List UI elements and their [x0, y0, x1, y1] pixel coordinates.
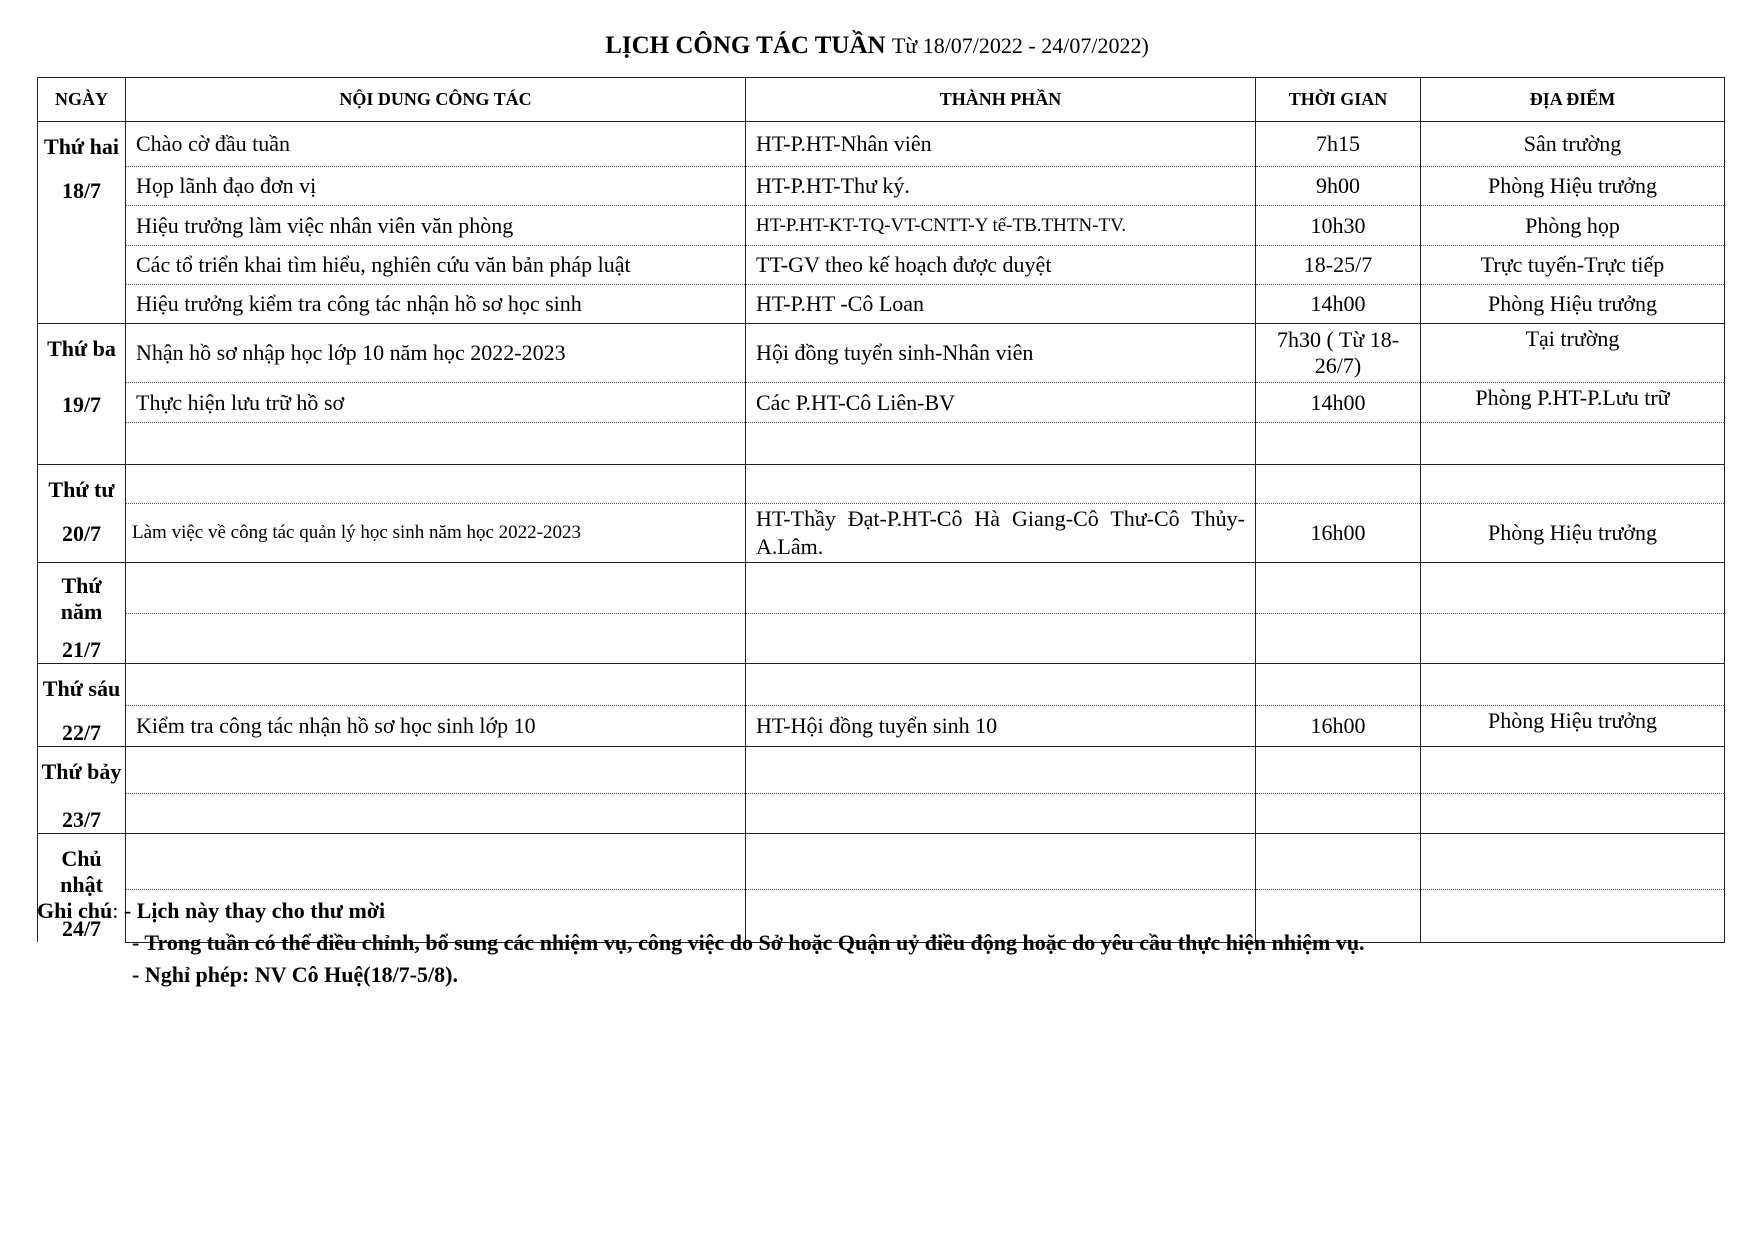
content-cell [126, 664, 746, 706]
day-name: Thứ bảy [41, 759, 122, 784]
place-cell [1421, 563, 1725, 614]
members-cell: HT-Thầy Đạt-P.HT-Cô Hà Giang-Cô Thư-Cô Thủy-A.Lâm. [746, 504, 1256, 563]
day-cell-friday [38, 664, 126, 747]
members-cell [746, 664, 1256, 706]
time-cell: 9h00 [1256, 167, 1421, 206]
day-name: Thứ ba [47, 336, 116, 361]
place-cell: Phòng Hiệu trưởng [1421, 705, 1725, 747]
time-cell: 14h00 [1256, 285, 1421, 324]
table-row [38, 747, 1725, 794]
content-cell [126, 563, 746, 614]
header-place: ĐỊA ĐIỂM [1421, 78, 1725, 122]
content-cell: Chào cờ đầu tuần [126, 122, 746, 167]
members-cell: HT-P.HT-Nhân viên [746, 122, 1256, 167]
place-cell: Sân trường [1421, 122, 1725, 167]
day-cell-monday [38, 122, 126, 324]
table-row [38, 834, 1725, 890]
content-cell: Thực hiện lưu trữ hồ sơ [126, 383, 746, 423]
table-row [38, 285, 1725, 324]
members-cell [746, 834, 1256, 890]
members-cell: HT-P.HT-KT-TQ-VT-CNTT-Y tế-TB.THTN-TV. [746, 206, 1256, 246]
content-cell: Làm việc về công tác quản lý học sinh năm học 2022-2023 [126, 504, 746, 563]
day-name: Thứ tư [48, 477, 115, 502]
table-row [38, 664, 1725, 706]
place-cell: Phòng Hiệu trưởng [1421, 504, 1725, 563]
content-cell [126, 834, 746, 890]
members-cell: Các P.HT-Cô Liên-BV [746, 383, 1256, 423]
day-date: 18/7 [61, 178, 102, 203]
header-members: THÀNH PHẦN [746, 78, 1256, 122]
content-cell: Hiệu trưởng kiểm tra công tác nhận hồ sơ học sinh [126, 285, 746, 324]
place-cell [1421, 614, 1725, 664]
day-name: Chủ nhật [60, 846, 103, 897]
day-name: Thứ hai [44, 134, 119, 159]
time-cell: 10h30 [1256, 206, 1421, 246]
day-date: 23/7 [61, 807, 102, 832]
place-cell: Trực tuyến-Trực tiếp [1421, 246, 1725, 285]
members-cell [746, 747, 1256, 794]
note-line-3: - Nghỉ phép: NV Cô Huệ(18/7-5/8). [132, 962, 458, 987]
day-date: 21/7 [61, 637, 102, 662]
schedule-table [37, 77, 1725, 943]
time-cell [1256, 747, 1421, 794]
day-name: Thứ năm [60, 573, 103, 624]
day-name: Thứ sáu [42, 676, 121, 701]
day-cell-wednesday [38, 465, 126, 563]
members-cell: Hội đồng tuyển sinh-Nhân viên [746, 324, 1256, 383]
time-cell [1256, 664, 1421, 706]
day-date: 24/7 [61, 916, 102, 941]
place-cell [1421, 890, 1725, 942]
table-row [38, 383, 1725, 423]
title-date-range: Từ 18/07/2022 - 24/07/2022) [891, 33, 1149, 58]
time-cell: 7h30 ( Từ 18-26/7) [1256, 324, 1421, 383]
time-cell [1256, 465, 1421, 504]
header-row [38, 78, 1725, 122]
notes-label: Ghi chú [37, 898, 113, 923]
place-cell [1421, 423, 1725, 465]
content-cell: Các tổ triển khai tìm hiểu, nghiên cứu văn bản pháp luật [126, 246, 746, 285]
header-content: NỘI DUNG CÔNG TÁC [126, 78, 746, 122]
place-cell: Tại trường [1421, 324, 1725, 383]
day-cell-saturday [38, 747, 126, 834]
time-cell [1256, 834, 1421, 890]
time-cell [1256, 793, 1421, 833]
time-cell [1256, 563, 1421, 614]
members-cell [746, 563, 1256, 614]
header-time: THỜI GIAN [1256, 78, 1421, 122]
place-cell: Phòng P.HT-P.Lưu trữ [1421, 383, 1725, 423]
time-cell [1256, 423, 1421, 465]
day-cell-thursday [38, 563, 126, 664]
members-cell: HT-P.HT-Thư ký. [746, 167, 1256, 206]
content-cell: Kiểm tra công tác nhận hồ sơ học sinh lớp 10 [126, 705, 746, 747]
note-line-1: Lịch này thay cho thư mời [136, 898, 386, 923]
content-cell [126, 614, 746, 664]
table-row [38, 563, 1725, 614]
content-cell [126, 747, 746, 794]
day-date: 22/7 [61, 720, 102, 745]
table-row [38, 167, 1725, 206]
time-cell [1256, 614, 1421, 664]
table-row [38, 206, 1725, 246]
table-row [38, 423, 1725, 465]
members-cell [746, 465, 1256, 504]
members-cell: HT-Hội đồng tuyển sinh 10 [746, 705, 1256, 747]
place-cell: Phòng họp [1421, 206, 1725, 246]
time-cell: 18-25/7 [1256, 246, 1421, 285]
place-cell [1421, 465, 1725, 504]
day-cell-tuesday [38, 324, 126, 465]
table-row [38, 614, 1725, 664]
time-cell: 16h00 [1256, 705, 1421, 747]
members-cell [746, 614, 1256, 664]
day-date: 19/7 [61, 392, 102, 417]
title-main: LỊCH CÔNG TÁC TUẦN [605, 32, 886, 59]
place-cell [1421, 834, 1725, 890]
header-day: NGÀY [38, 78, 126, 122]
place-cell: Phòng Hiệu trưởng [1421, 285, 1725, 324]
place-cell [1421, 664, 1725, 706]
members-cell: TT-GV theo kế hoạch được duyệt [746, 246, 1256, 285]
table-row [38, 705, 1725, 747]
page-title [0, 32, 1754, 60]
time-cell: 16h00 [1256, 504, 1421, 563]
members-cell [746, 793, 1256, 833]
content-cell: Họp lãnh đạo đơn vị [126, 167, 746, 206]
table-row [38, 504, 1725, 563]
table-row [38, 324, 1725, 383]
content-cell [126, 423, 746, 465]
table-row [38, 122, 1725, 167]
place-cell: Phòng Hiệu trưởng [1421, 167, 1725, 206]
table-row [38, 246, 1725, 285]
content-cell [126, 793, 746, 833]
time-cell: 14h00 [1256, 383, 1421, 423]
table-row [38, 793, 1725, 833]
place-cell [1421, 747, 1725, 794]
note-line-2: - Trong tuần có thể điều chỉnh, bổ sung các nhiệm vụ, công việc do Sở hoặc Quận uỷ điều động hoặc do yêu cầu thực hiện nhiệm vụ. [132, 930, 1365, 955]
table-row [38, 465, 1725, 504]
content-cell: Hiệu trưởng làm việc nhân viên văn phòng [126, 206, 746, 246]
notes-separator: : - [112, 898, 137, 923]
place-cell [1421, 793, 1725, 833]
notes-section [37, 895, 1365, 991]
content-cell [126, 465, 746, 504]
content-cell: Nhận hồ sơ nhập học lớp 10 năm học 2022-2023 [126, 324, 746, 383]
time-cell: 7h15 [1256, 122, 1421, 167]
members-cell: HT-P.HT -Cô Loan [746, 285, 1256, 324]
day-date: 20/7 [61, 521, 102, 546]
members-cell [746, 423, 1256, 465]
